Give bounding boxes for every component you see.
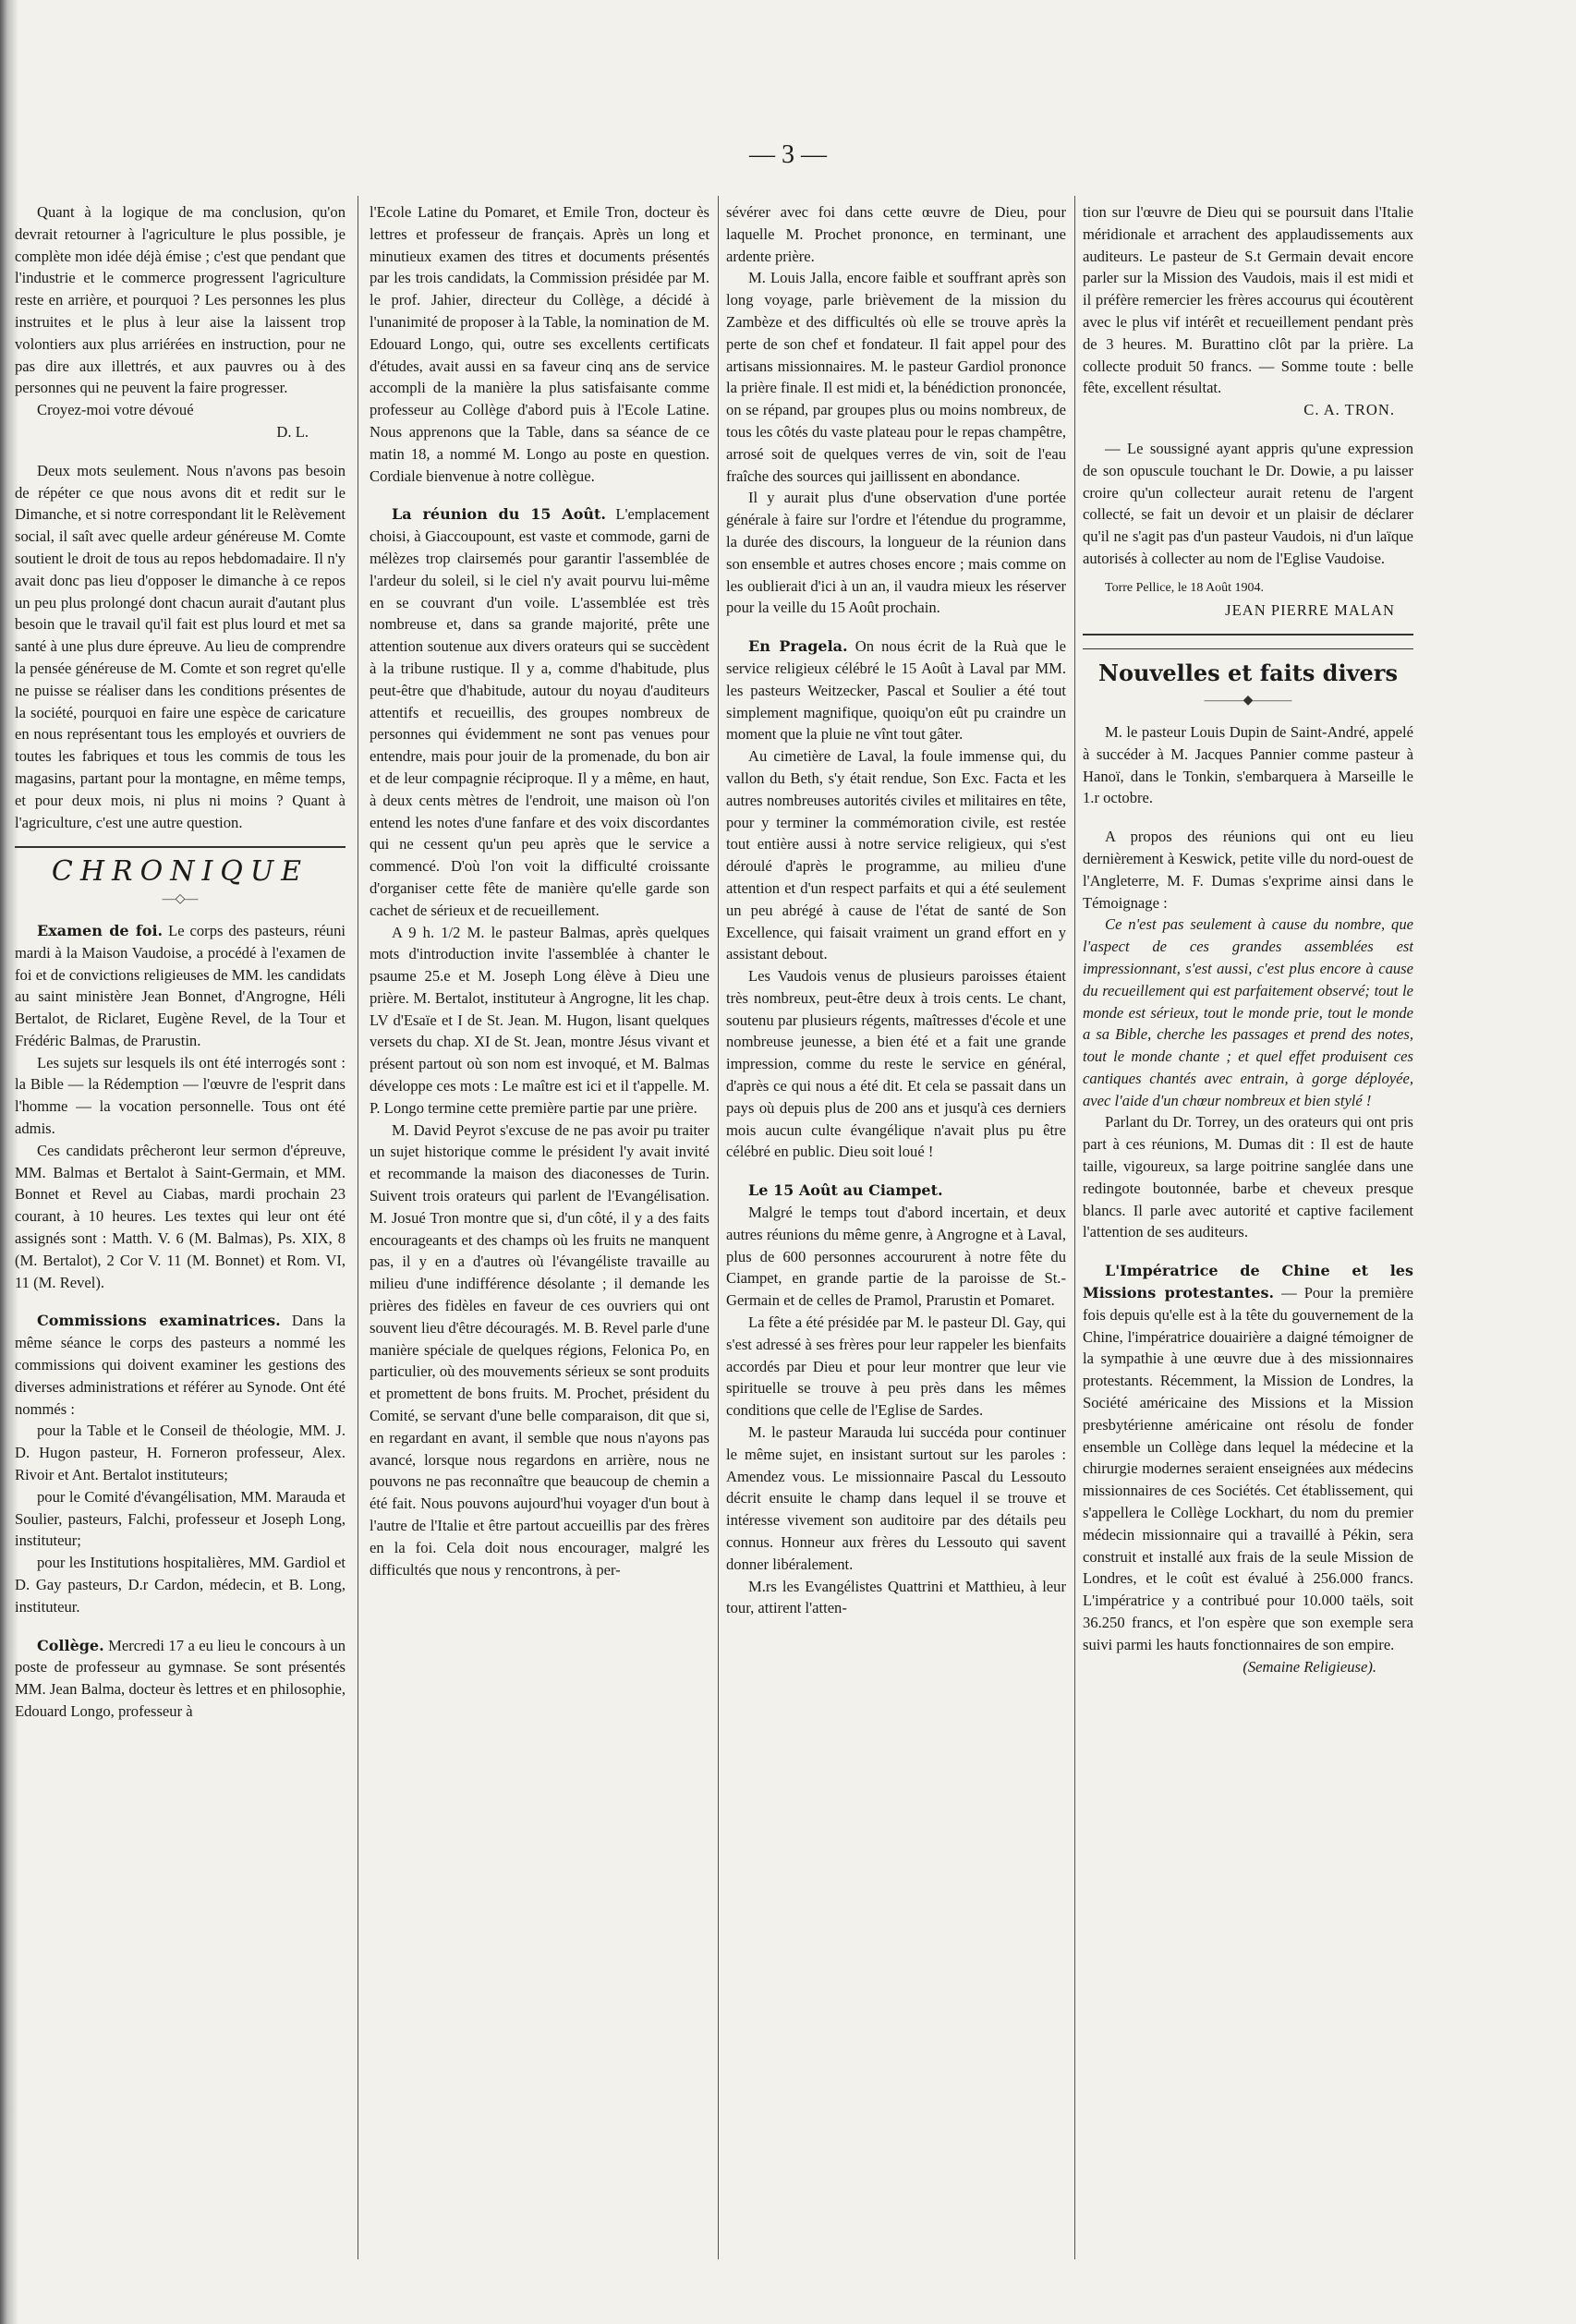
paragraph: Les sujets sur lesquels ils ont été interrogés sont : la Bible — la Rédemption — l'œuvre de l'esprit dans l'homme — la vocation personnelle. Tous ont été admis. — [15, 1053, 346, 1138]
paragraph: pour le Comité d'évangélisation, MM. Marauda et Soulier, pasteurs, Falchi, professeur et Joseph Long, instituteur; — [15, 1487, 346, 1550]
article-reunion: La réunion du 15 Août. L'emplacement choisi, à Giaccoupount, est vaste et commode, garni de mélèzes trop clairsemés pour garantir l'assemblée de l'ardeur du soleil, si le ciel n'y avait pourvu lui-même en se couvrant d'un voile. L'assemblée est très nombreuse et, dans sa grande majorité, prête une attention soutenue aux divers orateurs qui se succèdent à la tribune rustique. Il y a, comme d'habitude, plus peut-être que d'habitude, autour du noyau d'auditeurs attentifs et recueillis, des groupes nombreux de personnes qui évidemment ne sont pas venues pour entendre, mais pour jouir de la promenade, du bon air et de leur compagnie réciproque. Il y a même, en haut, à deux cents mètres de l'endroit, une maison où l'on entend les notes d'une fanfare et des voix discordantes qui ne cessent qu'un peu après que le service a commencé. D'où l'on voit la difficulté croissante d'organiser cette fête de manière qu'elle garde son cachet de sérieux et de recueillement. — [370, 505, 709, 919]
section-title-chronique: CHRONIQUE — [51, 855, 309, 889]
paragraph: Les Vaudois venus de plusieurs paroisses étaient très nombreux, peut-être deux à trois cents. Le chant, soutenu par plusieurs régents, maîtresses d'école et une nombreuse jeunesse, a bien été et a fait une grande impression, comme du reste le service en général, d'après ce qui nous a été dit. Et cela se passait dans un pays où depuis plus de 200 ans et jusqu'à ces derniers mois aucun culte évangélique n'avait plus pu être célébré en public. Dieu soit loué ! — [726, 967, 1066, 1161]
article-heading: Commissions examinatrices. — [37, 1312, 281, 1330]
source-credit: (Semaine Religieuse). — [1243, 1657, 1376, 1676]
paragraph: — Le soussigné ayant appris qu'une expression de son opuscule touchant le Dr. Dowie, a pu laisser croire qu'un collecteur aurait retenu de l'argent collecté, se fait un devoir et un plaisir de déclarer qu'il ne s'agit pas d'un pasteur Vaudois, ni d'un laïque autorisés à collecter au nom de l'Eglise Vaudoise. — [1083, 439, 1413, 567]
page-number: — 3 — — [749, 140, 827, 169]
paragraph: La fête a été présidée par M. le pasteur Dl. Gay, qui s'est adressé à ses frères pour leur rappeler les bienfaits accordés par Dieu et pour leur montrer que leur vie spirituelle se trouve à peu près dans les mêmes conditions que celle de l'Eglise de Sardes. — [726, 1313, 1066, 1420]
paragraph: M. le pasteur Louis Dupin de Saint-André, appelé à succéder à M. Jacques Pannier comme pasteur à Hanoï, dans le Tonkin, s'embarquera à Marseille le 1.r octobre. — [1083, 722, 1413, 807]
article-heading: Collège. — [37, 1636, 104, 1654]
paragraph: pour les Institutions hospitalières, MM. Gardiol et D. Gay pasteurs, D.r Cardon, médecin, et B. Long, instituteur. — [15, 1554, 346, 1616]
paragraph: M.rs les Evangélistes Quattrini et Matthieu, à leur tour, attirent l'atten- — [726, 1577, 1066, 1617]
article-imperatrice: L'Impératrice de Chine et les Missions protestantes. — Pour la première fois depuis qu'elle est à la tête du gouvernement de la Chine, l'impératrice douairière a daigné témoigner de la sympathie à une œuvre due à des missionnaires protestants. Récemment, la Mission de Londres, la Société américaine des Missions et la Mission presbytérienne américaine ont résolu de fonder ensemble un Collège dans lequel la médecine et la chirurgie modernes seraient enseignées aux médecins missionnaires de ces Sociétés. Cet établissement, qui s'appellera le Collège Lockhart, du nom du premier médecin missionnaire qui a travaillé à Pékin, sera construit et installé aux frais de la seule Mission de Londres, et le coût est évalué à 256.000 francs. L'impératrice y a contribué pour 10.000 taëls, soit 36.250 francs, et l'on espère que son exemple sera suivi parmi les hauts fonctionnaires de son empire. — [1083, 1262, 1413, 1653]
paragraph: M. David Peyrot s'excuse de ne pas avoir pu traiter un sujet historique comme le président l'y avait invité et recommande la maison des diaconesses de Turin. Suivent trois orateurs qui parlent de l'Evangélisation. M. Josué Tron montre que si, d'un côté, il y a des faits encourageants et des champs où les fruits ne manquent pas, il y en a d'autres où l'évangéliste travaille au milieu d'une indifférence désolante ; il demande les prières des fidèles en faveur de ces ouvriers qui ont souvent lieu d'être découragés. M. B. Revel parle d'une manière spéciale de quelques régions, Felonica Po, en particulier, où des mouvements sérieux se sont produits et promettent de bons fruits. M. Prochet, président du Comité, se servant d'une belle comparaison, dit que si, en regardant en avant, il semble que nous n'ayons pas avancé, lorsque nous regardons en arrière, nous ne pouvons ne pas reconnaître que beaucoup de chemin a été fait. Nous pouvons aujourd'hui voyager d'un bout à l'autre de l'Italie et être partout accueillis par des frères en la foi. Cela doit nous encourager, malgré les difficultés que nous y rencontrons, à per- — [370, 1120, 709, 1579]
section-title-nouvelles: Nouvelles et faits divers — [1098, 660, 1398, 687]
article-college: Collège. Mercredi 17 a eu lieu le concours à un poste de professeur au gymnase. Se sont présentés MM. Jean Balma, docteur ès lettres et en philosophie, Edouard Longo, professeur à — [15, 1636, 346, 1720]
article-pragela: En Pragela. On nous écrit de la Ruà que le service religieux célébré le 15 Août à Laval par MM. les pasteurs Weitzecker, Pascal et Soulier a été tout simplement magnifique, quoiqu'on eût pu craindre un moment que la pluie ne vînt tout gâter. — [726, 637, 1066, 744]
paragraph: sévérer avec foi dans cette œuvre de Dieu, pour laquelle M. Prochet prononce, en terminant, une ardente prière. — [726, 203, 1066, 265]
article-heading: En Pragela. — [748, 637, 848, 656]
quotation: Ce n'est pas seulement à cause du nombre, que l'aspect de ces grandes assemblées est impressionnant, s'est aussi, c'est plus encore à cause du recueillement qui est parfaitement observé; tout le monde est sérieux, tout le monde prie, tout le monde a sa Bible, cherche les passages et prend des notes, tout le monde chante ; et quel effet produisent ces cantiques chantés avec entrain, à gorge déployée, avec l'aide d'un chœur nombreux et bien stylé ! — [1083, 915, 1413, 1109]
column-rule — [1074, 196, 1075, 2259]
article-heading: Examen de foi. — [37, 921, 164, 939]
paragraph: M. le pasteur Marauda lui succéda pour continuer le même sujet, en insistant surtout sur les paroles : Amendez vous. Le missionnaire Pascal du Lessouto décrit ensuite le champ dans lequel il se trouve et intéresse vivement son auditoire par des détails peu connus. Honneur aux frères du Lessouto qui savent donner libéralement. — [726, 1423, 1066, 1573]
paragraph: Deux mots seulement. Nous n'avons pas besoin de répéter ce que nous avons dit et redit sur le Dimanche, et si notre correspondant lit le Relèvement social, il saît avec quelle ardeur généreuse M. Comte soutient le droit de tous au repos hebdomadaire. Il n'y avait donc pas lieu d'opposer le dimanche à ce repos un peu plus prolongé dont chacun aurait d'autant plus besoin que le travail qu'il fait est plus lourd et met sa santé à une plus dure épreuve. Au lieu de comprendre la pensée généreuse de M. Comte et son regret qu'elle ne puisse se réaliser dans les conditions présentes de la société, pourquoi en faire une espèce de caricature en nous représentant tous les employés et ouvriers de toutes les fabriques et tous les commis de tous les magasins, partant pour la montagne, en même temps, et pour deux mois, ni plus ni moins ? Quant à l'agriculture, c'est une autre question. — [15, 461, 346, 831]
paragraph: Il y aurait plus d'une observation d'une portée générale à faire sur l'ordre et l'étendue du programme, la durée des discours, la longueur de la réunion dans son ensemble et autres choses encore ; mais comme on les oublierait d'ici à un an, il vaudra mieux les réserver pour la veille du 15 Août prochain. — [726, 489, 1066, 617]
paragraph: tion sur l'œuvre de Dieu qui se poursuit dans l'Italie méridionale et arrachent des applaudissements aux auditeurs. Le pasteur de S.t Germain devait encore parler sur la Mission des Vaudois, mais il est midi et il préfère remercier les frères accourus qui écoutèrent avec le plus vif intérêt et recueillement pendant près de 3 heures. M. Burattino clôt par la prière. La collecte produit 50 francs. — Somme toute : belle fête, excellent résultat. — [1083, 203, 1413, 397]
article-heading: Le 15 Août au Ciampet. — [748, 1181, 943, 1200]
signature: D. L. — [276, 422, 309, 441]
article-examen: Examen de foi. Le corps des pasteurs, réuni mardi à la Maison Vaudoise, a procédé à l'examen de foi et de convictions religieuses de MM. les candidats au saint ministère Jean Bonnet, d'Angrogne, Héli Bertalot, de Riclaret, Eugène Revel, de la Tour et Frédéric Balmas, de Prarustin. — [15, 921, 346, 1049]
paragraph: A 9 h. 1/2 M. le pasteur Balmas, après quelques mots d'introduction invite l'assemblée à chanter le psaume 25.e et M. Joseph Long élève à Dieu une prière. M. Bertalot, instituteur à Angrogne, lit les chap. LV d'Esaïe et I de St. Jean. M. Hugon, lisant quelques versets du chap. XI de St. Jean, montre Jésus vivant et présent partout où son nom est invoqué, et M. Balmas développe ces mots : Le maître est ici et il t'appelle. M. P. Longo termine cette première partie par une prière. — [370, 923, 709, 1117]
paragraph: pour la Table et le Conseil de théologie, MM. J. D. Hugon pasteur, H. Forneron professeur, Alex. Rivoir et Ant. Bertalot instituteurs; — [15, 1422, 346, 1484]
article-commissions: Commissions examinatrices. Dans la même séance le corps des pasteurs a nommé les commissions qui doivent examiner les gestions des diverses administrations et référer au Synode. Ont été nommés : — [15, 1312, 346, 1418]
paragraph: l'Ecole Latine du Pomaret, et Emile Tron, docteur ès lettres et professeur de français. Après un long et minutieux examen des titres et documents présentés par les trois candidats, la Commission présidée par M. le prof. Jahier, directeur du Collège, a décidé à l'unanimité de proposer à la Table, la nomination de M. Edouard Longo, qui, outre ses excellents certificats d'études, avait aussi en sa faveur cinq ans de service accompli de la manière la plus satisfaisante comme professeur au Collège d'abord puis à l'Ecole Latine. Nous apprenons que la Table, dans sa séance de ce matin 18, a nommé M. Longo au poste en question. Cordiale bienvenue à notre collègue. — [370, 203, 709, 485]
paragraph: Ces candidats prêcheront leur sermon d'épreuve, MM. Balmas et Bertalot à Saint-Germain, et MM. Bonnet et Revel au Ciabas, mardi prochain 23 courant, à 10 heures. Les textes qui leur ont été assignés sont : Matth. V. 6 (M. Balmas), Ps. XIX, 8 (M. Bertalot), 2 Cor V. 11 (M. Bonnet) et Rom. VI, 11 (M. Revel). — [15, 1141, 346, 1291]
column-rule — [718, 196, 719, 2259]
paragraph: Malgré le temps tout d'abord incertain, et deux autres réunions du même genre, à Angrogne et à Laval, plus de 600 personnes accoururent à notre fête du Ciampet, en grande partie de la paroisse de St.-Germain et de celles de Pramol, Prarustin et Pomaret. — [726, 1204, 1066, 1310]
divider — [1083, 648, 1413, 649]
column-1 — [15, 201, 346, 2269]
signature: C. A. TRON. — [1303, 401, 1395, 419]
article-heading: La réunion du 15 Août. — [392, 505, 606, 524]
dateline: Torre Pellice, le 18 Août 1904. — [1105, 580, 1265, 595]
article-ciampet — [726, 1180, 1066, 1202]
signature: JEAN PIERRE MALAN — [1225, 600, 1395, 619]
paragraph: Au cimetière de Laval, la foule immense qui, du vallon du Beth, s'y était rendue, Son Exc. Facta et les autres nombreuses autorités civiles et militaires en tête, pour y terminer la commémoration civile, est restée tout entière aussi à notre service religieux, qui s'est déroulé d'après le programme, au milieu d'une attention et d'un respect parfaits et qui a été seulement un peu abrégé à cause de l'état de santé de Son Excellence, qui faisait vraiment un grand effort en y assistant debout. — [726, 747, 1066, 963]
paragraph: Croyez-moi votre dévoué — [37, 401, 194, 419]
paragraph: M. Louis Jalla, encore faible et souffrant après son long voyage, parle brièvement de la mission du Zambèze et des difficultés où elle se trouve après la perte de son chef et fondateur. Il fait appel pour des artisans missionnaires. M. le pasteur Gardiol prononce la prière finale. Il est midi et, la bénédiction prononcée, on se répand, par groupes plus ou moins nombreux, de tous les côtés du vaste plateau pour le repas champêtre, arrosé soit de quelques verres de vin, soit de l'eau fraîche des sources qui jaillissent en abondance. — [726, 269, 1066, 485]
column-2 — [370, 201, 709, 2269]
paragraph: A propos des réunions qui ont eu lieu dernièrement à Keswick, petite ville du nord-ouest de l'Angleterre, M. F. Dumas s'exprime ainsi dans le Témoignage : — [1083, 828, 1413, 912]
column-3 — [726, 201, 1066, 2269]
ornament: ———◆——— — [1204, 694, 1292, 708]
article-heading: L'Impératrice de Chine et les Missions protestantes. — [1083, 1262, 1413, 1302]
divider — [15, 846, 346, 848]
paragraph: Parlant du Dr. Torrey, un des orateurs qui ont pris part à ces réunions, M. Dumas dit : Il est de haute taille, vigoureux, sa large poitrine sanglée dans une redingote boutonnée, barbe et cheveux presque blancs. Il parle avec autorité et captive facilement l'attention de ses auditeurs. — [1083, 1113, 1413, 1241]
paragraph: Quant à la logique de ma conclusion, qu'on devrait retourner à l'agriculture le plus possible, je complète mon idée déjà émise ; c'est que pendant que l'industrie et le commerce progressent l'agriculture reste en arrière, et pourquoi ? Les personnes les plus instruites et le plus à leur aise la laissent trop volontiers aux plus arriérées en instruction, pour ne pas dire aux illettrés, et aux pauvres ou à des personnes qui ne peuvent la faire progresser. — [15, 203, 346, 397]
ornament: —◇— — [162, 892, 199, 907]
divider — [1083, 634, 1413, 635]
column-4 — [1083, 201, 1413, 2269]
